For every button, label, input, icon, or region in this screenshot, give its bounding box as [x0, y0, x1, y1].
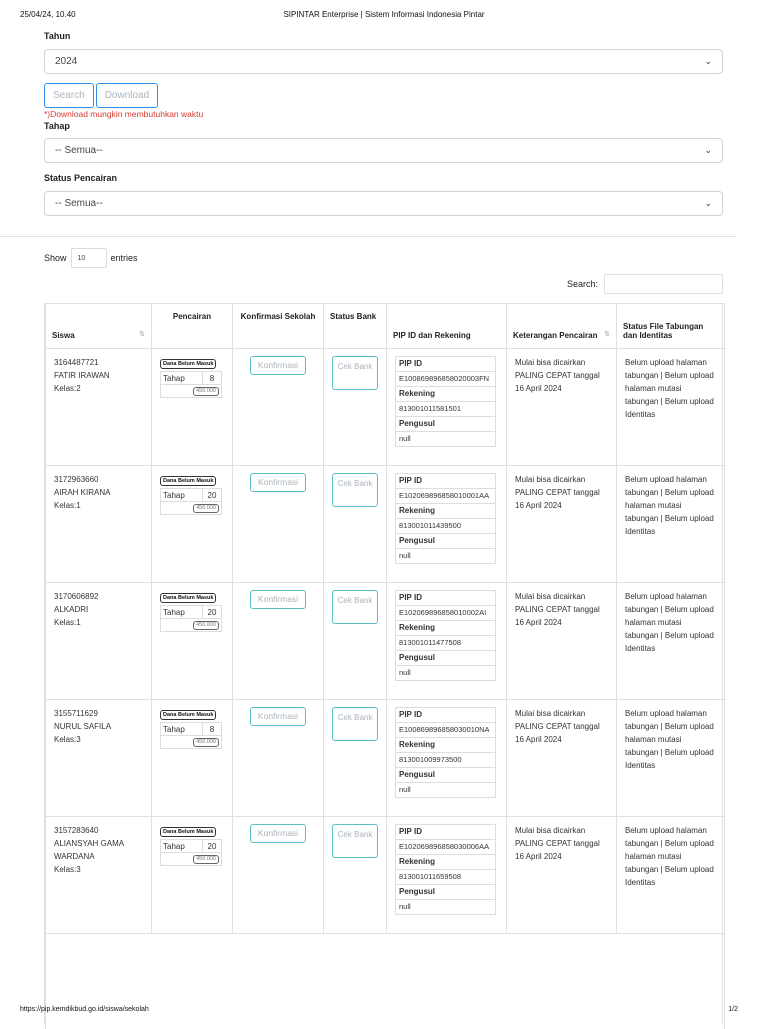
cek-bank-button[interactable]: Cek Bank	[332, 356, 378, 390]
table-header-row	[46, 304, 725, 349]
pip-id-label: PIP ID	[396, 357, 495, 372]
pengusul-value: null	[399, 785, 411, 794]
pip-id-label: PIP ID	[396, 591, 495, 606]
status-badge: Dana Belum Masuk	[160, 593, 216, 603]
cell-keterangan: Mulai bisa dicairkan PALING CEPAT tanggal 16 April 2024	[507, 700, 617, 817]
pip-id-label: PIP ID	[396, 708, 495, 723]
pengusul-value: null	[399, 668, 411, 677]
pengusul-label: Pengusul	[396, 417, 495, 432]
tahap-label: Tahap	[161, 840, 203, 852]
tahun-label: Tahun	[44, 31, 71, 41]
tahap-box	[160, 722, 222, 736]
cell-siswa	[46, 817, 152, 934]
cell-keterangan: Mulai bisa dicairkan PALING CEPAT tanggal 16 April 2024	[507, 817, 617, 934]
rekening-value: 813001011477508	[396, 636, 495, 651]
cek-bank-button[interactable]: Cek Bank	[332, 824, 378, 858]
rekening-label: Rekening	[396, 387, 495, 402]
table-row	[46, 583, 725, 700]
student-id: 3164487721	[54, 358, 99, 367]
student-name: ALIANSYAH GAMA WARDANA	[54, 839, 124, 861]
cell-pip	[387, 817, 507, 934]
cell-pencairan	[152, 583, 233, 700]
action-buttons	[44, 83, 723, 108]
cell-konfirmasi	[233, 583, 324, 700]
status-badge: Dana Belum Masuk	[160, 476, 216, 486]
tahap-label: Tahap	[44, 121, 70, 131]
tahap-label: Tahap	[161, 372, 203, 384]
students-table	[45, 303, 725, 1029]
cell-status-bank	[324, 583, 387, 700]
cell-pip	[387, 583, 507, 700]
print-header	[20, 10, 748, 22]
konfirmasi-button[interactable]: Konfirmasi	[250, 356, 306, 375]
cell-pip	[387, 700, 507, 817]
pengusul-value: null	[399, 902, 411, 911]
entries-select[interactable]: 10	[71, 248, 107, 268]
student-name: NURUL SAFILA	[54, 722, 112, 731]
cek-bank-button[interactable]: Cek Bank	[332, 473, 378, 507]
student-kelas: Kelas:3	[54, 865, 81, 874]
pip-id-value: E100869896858020003FN	[396, 372, 495, 387]
pip-info	[395, 356, 496, 447]
col-header-pip[interactable]: PIP ID dan Rekening	[387, 304, 507, 349]
cell-status-file: Belum upload halaman tabungan | Belum upload halaman mutasi tabungan | Belum upload Identitas	[617, 583, 725, 700]
cell-konfirmasi	[233, 466, 324, 583]
table-row	[46, 817, 725, 934]
students-table-wrapper	[44, 303, 723, 1024]
cell-konfirmasi	[233, 349, 324, 466]
pip-id-label: PIP ID	[396, 474, 495, 489]
konfirmasi-button[interactable]: Konfirmasi	[250, 824, 306, 843]
filter-panel	[44, 31, 723, 216]
cell-pip	[387, 349, 507, 466]
pip-id-value: E102069896858030006AA	[396, 840, 495, 855]
tahap-box	[160, 488, 222, 502]
status-pencairan-select-value: -- Semua--	[55, 198, 103, 209]
cell-siswa	[46, 349, 152, 466]
col-header-status-file[interactable]: Status File Tabungan dan Identitas	[617, 304, 725, 349]
cek-bank-button[interactable]: Cek Bank	[332, 590, 378, 624]
cell-status-bank	[324, 700, 387, 817]
col-header-keterangan[interactable]: Keterangan Pencairan ⇅	[507, 304, 617, 349]
rekening-value: 813001009973500	[396, 753, 495, 768]
chevron-down-icon: ⌄	[704, 198, 712, 208]
pip-info	[395, 824, 496, 915]
nominal-value: 450.000	[193, 387, 219, 396]
cell-status-file: Belum upload halaman tabungan | Belum upload halaman mutasi tabungan | Belum upload Identitas	[617, 466, 725, 583]
status-badge: Dana Belum Masuk	[160, 359, 216, 369]
tahap-box	[160, 605, 222, 619]
tahap-label: Tahap	[161, 606, 203, 618]
show-label: Show	[44, 253, 67, 263]
cell-keterangan: Mulai bisa dicairkan PALING CEPAT tanggal 16 April 2024	[507, 349, 617, 466]
cell-status-bank	[324, 466, 387, 583]
pengusul-label: Pengusul	[396, 885, 495, 900]
cell-konfirmasi	[233, 700, 324, 817]
pip-id-value: E102069896858010002AI	[396, 606, 495, 621]
tahap-value: 8	[209, 725, 215, 734]
konfirmasi-button[interactable]: Konfirmasi	[250, 590, 306, 609]
status-badge: Dana Belum Masuk	[160, 827, 216, 837]
cek-bank-button[interactable]: Cek Bank	[332, 707, 378, 741]
search-button[interactable]: Search	[44, 83, 94, 108]
student-name: AIRAH KIRANA	[54, 488, 111, 497]
print-url: https://pip.kemdikbud.go.id/siswa/sekolah	[20, 1006, 149, 1013]
konfirmasi-button[interactable]: Konfirmasi	[250, 707, 306, 726]
search-label: Search:	[566, 279, 598, 289]
rekening-label: Rekening	[396, 855, 495, 870]
student-id: 3172963660	[54, 475, 99, 484]
student-kelas: Kelas:1	[54, 501, 81, 510]
col-header-siswa[interactable]: Siswa ⇅	[46, 304, 152, 349]
nominal-value: 450.000	[193, 855, 219, 864]
col-header-pencairan[interactable]: Pencairan	[152, 304, 233, 349]
tahun-select-value: 2024	[55, 56, 78, 67]
cell-status-file: Belum upload halaman tabungan | Belum upload halaman mutasi tabungan | Belum upload Identitas	[617, 700, 725, 817]
cell-pencairan	[152, 466, 233, 583]
tahap-box	[160, 839, 222, 853]
rekening-label: Rekening	[396, 504, 495, 519]
pip-id-value: E100869896858030010NA	[396, 723, 495, 738]
tahap-label: Tahap	[161, 489, 203, 501]
cell-siswa	[46, 583, 152, 700]
status-pencairan-label: Status Pencairan	[44, 173, 118, 183]
chevron-down-icon: ⌄	[704, 56, 712, 66]
tahap-label: Tahap	[161, 723, 203, 735]
cell-status-bank	[324, 349, 387, 466]
search-input[interactable]	[604, 274, 723, 294]
tahap-value: 20	[207, 491, 217, 500]
rekening-label: Rekening	[396, 738, 495, 753]
student-id: 3157283640	[54, 826, 99, 835]
pengusul-value: null	[399, 551, 411, 560]
tahap-value: 20	[207, 842, 217, 851]
student-kelas: Kelas:1	[54, 618, 81, 627]
nominal-box	[160, 736, 222, 749]
rekening-value: 813001011581501	[396, 402, 495, 417]
rekening-value: 813001011659508	[396, 870, 495, 885]
cell-status-bank	[324, 817, 387, 934]
nominal-box	[160, 619, 222, 632]
student-kelas: Kelas:2	[54, 384, 81, 393]
table-row	[46, 349, 725, 466]
nominal-value: 450.000	[193, 738, 219, 747]
print-footer	[20, 1006, 748, 1018]
rekening-value: 813001011439500	[396, 519, 495, 534]
konfirmasi-button[interactable]: Konfirmasi	[250, 473, 306, 492]
tahap-value: 20	[207, 608, 217, 617]
cell-keterangan: Mulai bisa dicairkan PALING CEPAT tanggal 16 April 2024	[507, 583, 617, 700]
pip-info	[395, 473, 496, 564]
nominal-value: 450.000	[193, 504, 219, 513]
student-name: FATIR IRAWAN	[54, 371, 110, 380]
pengusul-value: null	[399, 434, 411, 443]
download-button[interactable]: Download	[96, 83, 158, 108]
entries-label: entries	[110, 253, 138, 263]
cell-konfirmasi	[233, 817, 324, 934]
cell-status-file: Belum upload halaman tabungan | Belum upload halaman mutasi tabungan | Belum upload Identitas	[617, 349, 725, 466]
pengusul-label: Pengusul	[396, 651, 495, 666]
status-pencairan-select[interactable]	[44, 191, 723, 216]
tahap-select-value: -- Semua--	[55, 145, 103, 156]
status-badge: Dana Belum Masuk	[160, 710, 216, 720]
table-search	[567, 274, 723, 294]
tahap-box	[160, 371, 222, 385]
table-row	[46, 700, 725, 817]
tahap-select[interactable]	[44, 138, 723, 163]
cell-pip	[387, 466, 507, 583]
pip-info	[395, 590, 496, 681]
rekening-label: Rekening	[396, 621, 495, 636]
cell-pencairan	[152, 817, 233, 934]
student-id: 3155711629	[54, 709, 98, 718]
nominal-box	[160, 385, 222, 398]
pip-info	[395, 707, 496, 798]
cell-siswa	[46, 700, 152, 817]
student-kelas: Kelas:3	[54, 735, 81, 744]
chevron-down-icon: ⌄	[704, 145, 712, 155]
nominal-box	[160, 502, 222, 515]
divider	[0, 236, 736, 237]
print-datetime: 25/04/24, 10.40	[20, 10, 76, 19]
col-header-status-bank[interactable]: Status Bank	[324, 304, 387, 349]
entries-control	[44, 248, 138, 268]
cell-keterangan: Mulai bisa dicairkan PALING CEPAT tanggal 16 April 2024	[507, 466, 617, 583]
pip-id-value: E102069896858010001AA	[396, 489, 495, 504]
col-header-konfirmasi[interactable]: Konfirmasi Sekolah	[233, 304, 324, 349]
pengusul-label: Pengusul	[396, 534, 495, 549]
print-title: SIPINTAR Enterprise | Sistem Informasi Indonesia Pintar	[283, 10, 485, 19]
download-note: *)Download mungkin membutuhkan waktu	[44, 109, 204, 119]
sort-icon: ⇅	[139, 331, 145, 338]
nominal-box	[160, 853, 222, 866]
cell-status-file: Belum upload halaman tabungan | Belum upload halaman mutasi tabungan | Belum upload Identitas	[617, 817, 725, 934]
tahun-select[interactable]	[44, 49, 723, 74]
cell-pencairan	[152, 700, 233, 817]
sort-icon: ⇅	[604, 331, 610, 338]
nominal-value: 450.000	[193, 621, 219, 630]
student-name: ALKADRI	[54, 605, 89, 614]
pengusul-label: Pengusul	[396, 768, 495, 783]
table-row	[46, 466, 725, 583]
student-id: 3170606892	[54, 592, 99, 601]
pip-id-label: PIP ID	[396, 825, 495, 840]
print-page-number: 1/2	[728, 1006, 738, 1013]
tahap-value: 8	[209, 374, 215, 383]
cell-siswa	[46, 466, 152, 583]
cell-pencairan	[152, 349, 233, 466]
